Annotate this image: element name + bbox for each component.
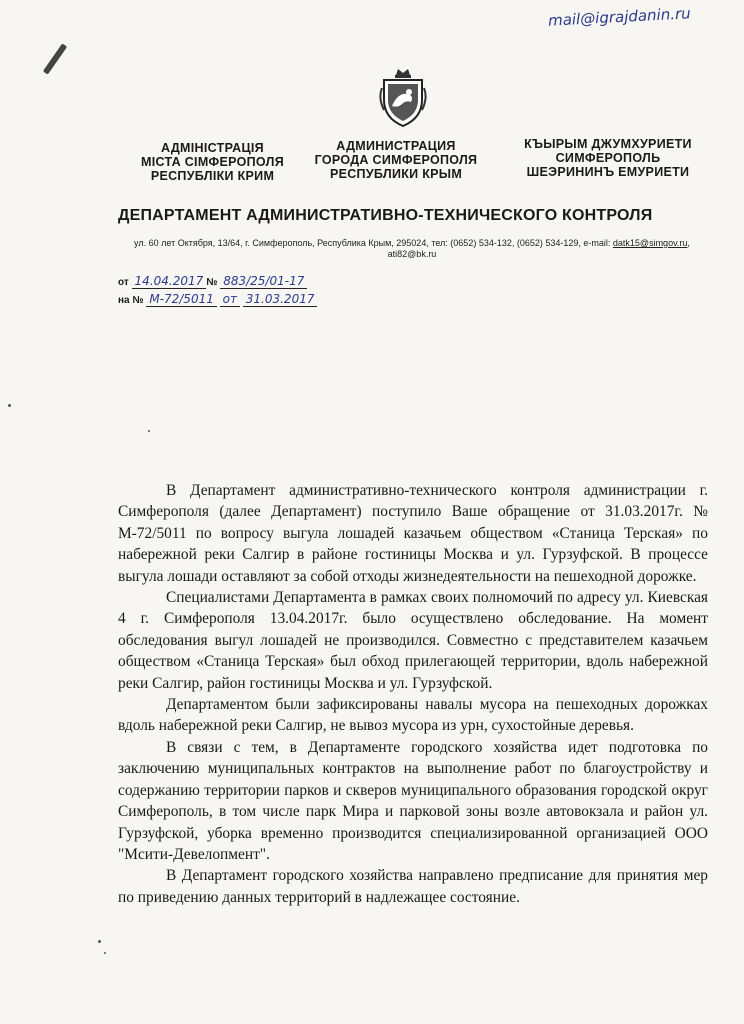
- incoming-date-label: от: [220, 292, 240, 307]
- scan-speck: [98, 940, 101, 943]
- email-link-datk[interactable]: datk15@simgov.ru: [612, 238, 688, 248]
- email-ati: ati82@bk.ru: [387, 249, 437, 259]
- scan-speck: [148, 430, 150, 432]
- body-paragraph: Специалистами Департамента в рамках своих полномочий по адресу ул. Киевская 4 г. Симферополя 13.04.2017г. было осуществлено обследование. На момент обследования выгул лошадей не производился. Совместно с представителем казачьем обществом «Станица Терская» был обход прилегающей территории, вдоль набережной реки Салгир, район гостиницы Москва и ул. Гурзуфской.: [118, 589, 708, 692]
- body-paragraph: Департаментом были зафиксированы навалы мусора на пешеходных дорожках вдоль набережной реки Салгир, не вывоз мусора из урн, сухостойные деревья.: [118, 696, 708, 735]
- staple-mark: [43, 43, 67, 74]
- outgoing-number: 883/25/01-17: [220, 274, 307, 289]
- incoming-reference: на № М-72/5011 от 31.03.2017: [118, 293, 317, 307]
- incoming-number: М-72/5011: [146, 292, 217, 307]
- department-title: ДЕПАРТАМЕНТ АДМИНИСТРАТИВНО-ТЕХНИЧЕСКОГО КОНТРОЛЯ: [118, 207, 653, 224]
- body-paragraph: В Департамент городского хозяйства направлено предписание для принятия мер по приведению данных территорий в надлежащее состояние.: [118, 867, 708, 906]
- incoming-date: 31.03.2017: [243, 292, 318, 307]
- body-paragraph: В Департамент административно-технического контроля администрации г. Симферополя (далее Департамент) поступило Ваше обращение от 31.03.2017г. № М-72/5011 по вопросу выгула лошадей казачьем обществом «Станица Терская» по набережной реки Салгир в районе гостиницы Москва и ул. Гурзуфской. В процессе выгула лошади оставляют за собой отходы жизнедеятельности на пешеходной дорожке.: [118, 482, 708, 585]
- body-paragraph: В связи с тем, в Департаменте городского хозяйства идет подготовка по заключению муниципальных контрактов на выполнение работ по благоустройству и содержанию территории парков и скверов муниципального образования городской округ Симферополь, в том числе парк Мира и парковой зоны возле автовокзала и район ул. Гурзуфской, уборка временно производится специализированной организацией ООО "Мсити-Девелопмент".: [118, 738, 708, 863]
- letter-body: [118, 480, 708, 908]
- outgoing-reference: от 14.04.2017 № 883/25/01-17: [118, 275, 307, 289]
- scan-speck: [8, 404, 11, 407]
- header-crimean-tatar: КЪЫРЫМ ДЖУМХУРИЕТИ СИМФЕРОПОЛЬ ШЕЭРИНИНЪ ЕМУРИЕТИ: [524, 137, 692, 179]
- department-address: ул. 60 лет Октября, 13/64, г. Симферополь, Республика Крым, 295024, тел: (0652) 534-132, (0652) 534-129, e-mail: datk15@simgov.ru, ati82@bk.ru: [134, 238, 690, 259]
- header-russian: АДМИНИСТРАЦИЯ ГОРОДА СИМФЕРОПОЛЯ РЕСПУБЛИКИ КРЫМ: [314, 139, 478, 181]
- handwritten-email-note: mail@igrajdanin.ru: [547, 4, 692, 30]
- outgoing-date: 14.04.2017: [132, 274, 207, 289]
- crimea-coat-of-arms-icon: [378, 66, 428, 128]
- header-ukrainian: АДМІНІСТРАЦІЯ МІСТА СІМФЕРОПОЛЯ РЕСПУБЛІКИ КРИМ: [140, 141, 284, 183]
- scan-speck: [104, 952, 106, 954]
